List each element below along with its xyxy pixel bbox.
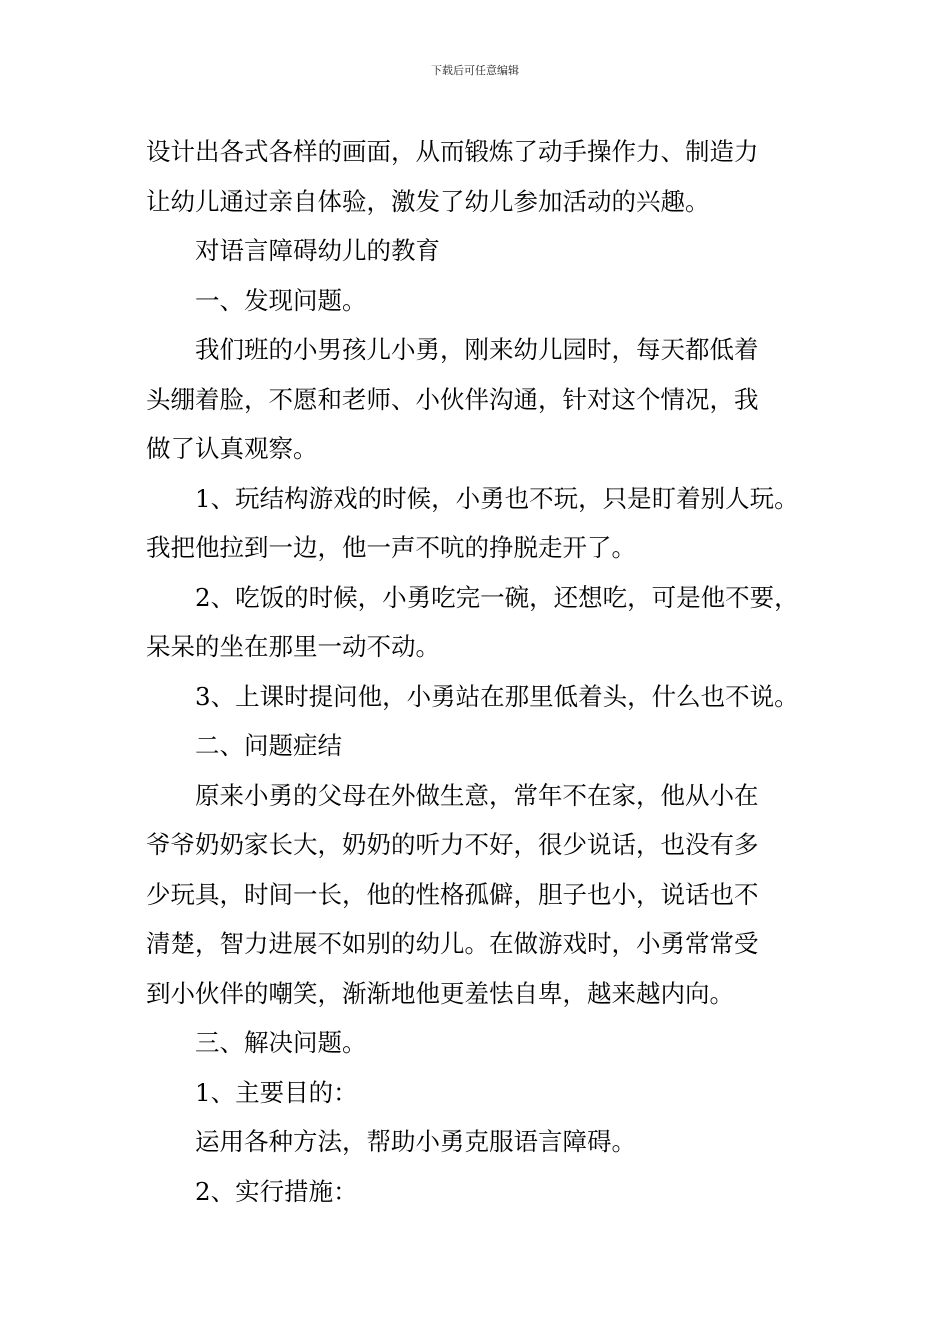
text-line: 让幼儿通过亲自体验，激发了幼儿参加活动的兴趣。 bbox=[146, 186, 710, 216]
text-line: 三、解决问题。 bbox=[195, 1028, 367, 1057]
text-line: 做了认真观察。 bbox=[146, 434, 318, 463]
page-header: 下载后可任意编辑 bbox=[431, 64, 519, 77]
text-line: 清楚，智力进展不如别的幼儿。在做游戏时，小勇常常受 bbox=[146, 929, 759, 958]
text-line: 到小伙伴的嘲笑，渐渐地他更羞怯自卑，越来越内向。 bbox=[146, 978, 734, 1008]
text-line: 一、发现问题。 bbox=[195, 285, 367, 315]
text-line: 对语言障碍幼儿的教育 bbox=[195, 236, 440, 265]
text-line: 原来小勇的父母在外做生意，常年不在家，他从小在 bbox=[195, 780, 759, 810]
text-line: 1、玩结构游戏的时候，小勇也不玩，只是盯着别人玩。 bbox=[195, 483, 799, 513]
text-line: 爷爷奶奶家长大，奶奶的听力不好，很少说话，也没有多 bbox=[146, 830, 759, 859]
text-line: 2、实行措施： bbox=[195, 1176, 358, 1206]
text-line: 1、主要目的： bbox=[195, 1077, 358, 1107]
text-line: 少玩具，时间一长，他的性格孤僻，胆子也小，说话也不 bbox=[146, 879, 759, 909]
text-line: 运用各种方法，帮助小勇克服语言障碍。 bbox=[195, 1127, 636, 1156]
text-line: 3、上课时提问他，小勇站在那里低着头，什么也不说。 bbox=[195, 681, 799, 711]
text-line: 我们班的小男孩儿小勇，刚来幼儿园时，每天都低着 bbox=[195, 335, 759, 364]
text-line: 二、问题症结 bbox=[195, 731, 342, 760]
text-line: 2、吃饭的时候，小勇吃完一碗，还想吃，可是他不要， bbox=[195, 582, 799, 612]
text-line: 设计出各式各样的画面，从而锻炼了动手操作力、制造力 bbox=[146, 137, 759, 166]
text-line: 我把他拉到一边，他一声不吭的挣脱走开了。 bbox=[146, 533, 636, 562]
document-body bbox=[146, 127, 816, 1216]
text-line: 呆呆的坐在那里一动不动。 bbox=[146, 632, 440, 661]
text-line: 头绷着脸，不愿和老师、小伙伴沟通，针对这个情况，我 bbox=[146, 384, 759, 414]
